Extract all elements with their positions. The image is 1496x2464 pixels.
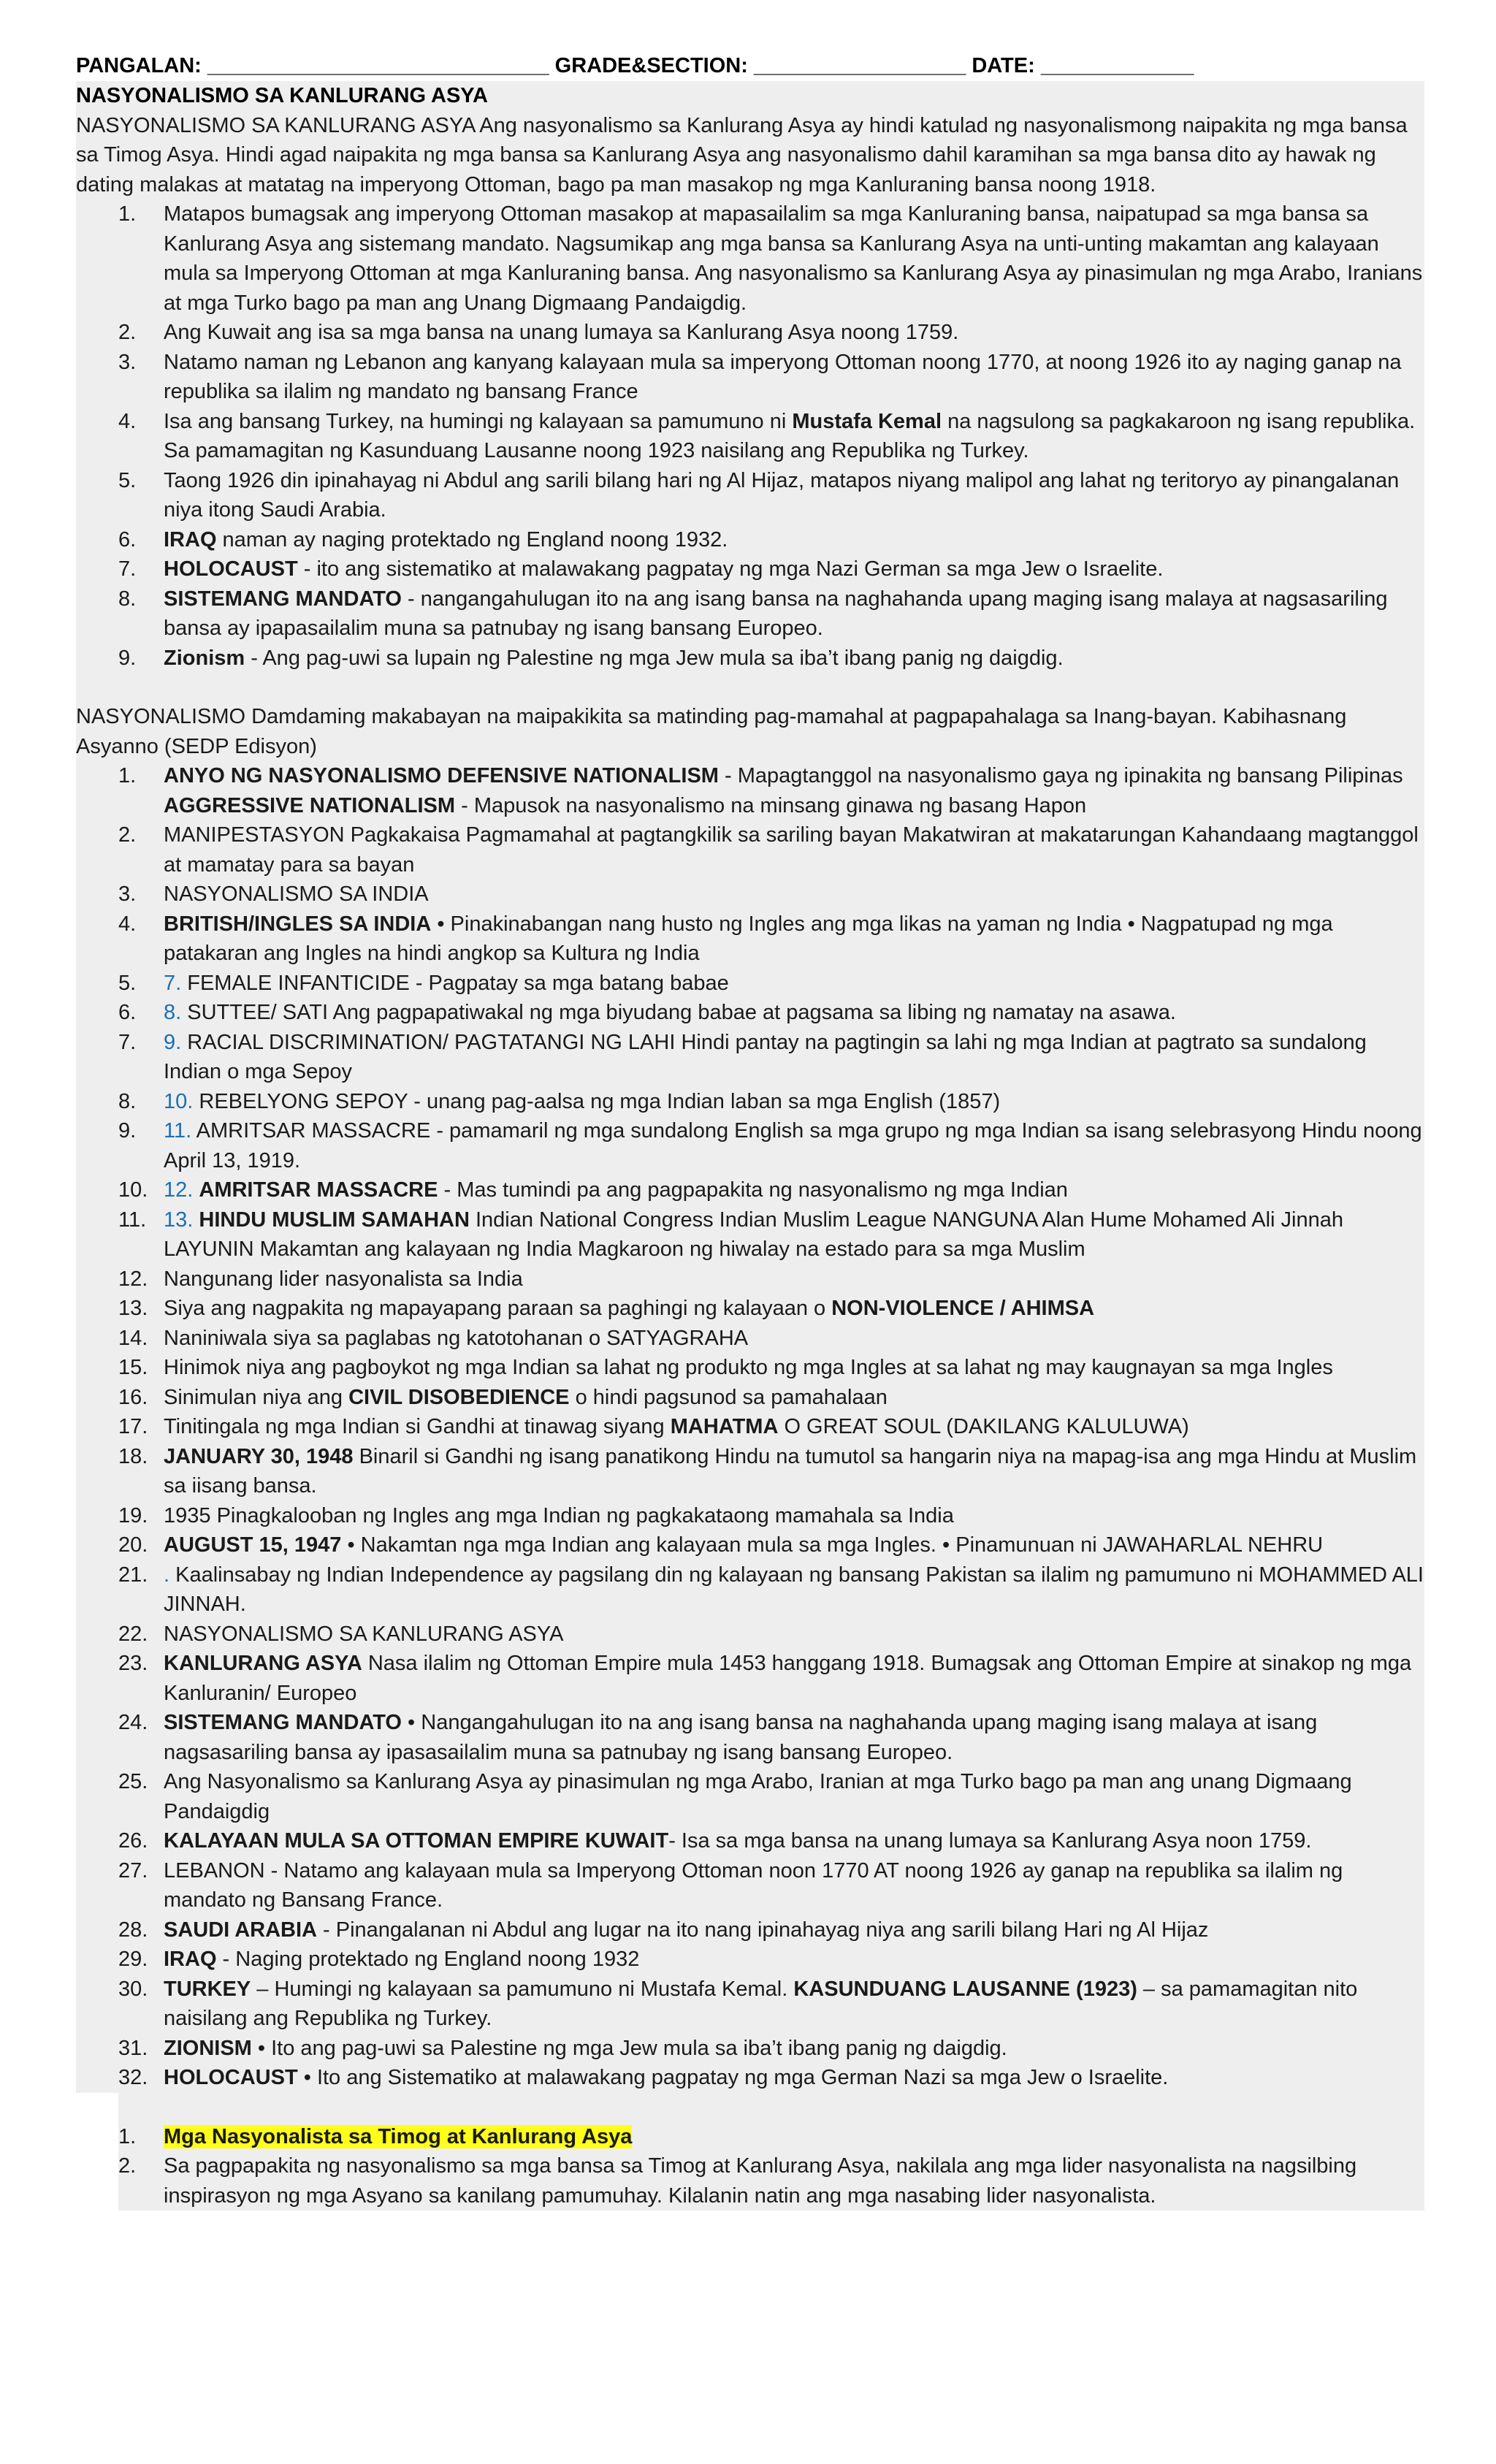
item-keyword: AGGRESSIVE NATIONALISM [164, 793, 456, 817]
item-text [164, 1767, 1424, 1826]
item-text-part: Binaril si Gandhi ng isang panatikong Hindu na tumutol sa hangarin niya na mapag-isa ang mga Hindu at Muslim sa iisang bansa. [164, 1444, 1417, 1498]
item-text-part: – sa pamamagitan nito naisilang ang Republika ng Turkey. [164, 1977, 1358, 2030]
list-item [118, 1530, 1424, 1560]
item-text [164, 1915, 1424, 1945]
item-number: 32. [118, 2066, 148, 2089]
list-item [118, 820, 1424, 880]
document-content [76, 51, 1424, 2211]
list-item [118, 466, 1424, 525]
original-number: 10. [164, 1089, 194, 1113]
list-item [118, 909, 1424, 969]
list-item [118, 1205, 1424, 1265]
item-number: 9. [118, 646, 137, 670]
item-keyword: KALAYAAN MULA SA OTTOMAN EMPIRE KUWAIT [164, 1829, 669, 1853]
item-text [164, 1442, 1424, 1501]
item-keyword: MAHATMA [670, 1415, 779, 1438]
item-text-part: SUTTEE/ SATI Ang pagpapatiwakal ng mga biyudang babae at pagsama sa libing ng namatay na asawa. [181, 1001, 1176, 1024]
original-number: 12. [164, 1178, 194, 1202]
item-text [164, 998, 1424, 1028]
item-text-part: AMRITSAR MASSACRE - pamamaril ng mga sundalong English sa mga grupo ng mga Indian sa isang selebrasyong Hindu noong April 13, 1919. [164, 1119, 1422, 1172]
original-number: 9. [164, 1030, 182, 1054]
item-text-part: Isa ang bansang Turkey, na humingi ng kalayaan sa pamumuno ni [164, 409, 793, 433]
list-item [118, 644, 1424, 674]
item-keyword: ANYO NG NASYONALISMO DEFENSIVE NATIONALISM [164, 764, 719, 787]
item-number: 28. [118, 1918, 148, 1942]
item-text [164, 820, 1424, 880]
nasyonalismo-definition: NASYONALISMO Damdaming makabayan na maipakikita sa matinding pag-mamahal at pagpapahalaga sa Inang-bayan. Kabihasnang Asyanno (SEDP Edisyon) [76, 705, 1347, 758]
leaders-list [118, 2122, 1424, 2211]
list-item [118, 1087, 1424, 1117]
list-item [118, 880, 1424, 909]
original-number: 7. [164, 971, 182, 995]
item-text [164, 1975, 1424, 2034]
item-text-part: - Naging protektado ng England noong 1932 [216, 1948, 640, 1971]
item-text-part: – Humingi ng kalayaan sa pamumuno ni Mustafa Kemal. [251, 1977, 794, 2001]
item-number: 15. [118, 1356, 148, 1379]
list-item [118, 1826, 1424, 1856]
item-text-part: Ang Nasyonalismo sa Kanlurang Asya ay pinasimulan ng mga Arabo, Iranian at mga Turko bago pa man ang unang Digmaang Pandaigdig [164, 1770, 1352, 1823]
item-text-part: Siya ang nagpakita ng mapayapang paraan sa paghingi ng kalayaan o [164, 1297, 832, 1320]
item-text [164, 466, 1424, 525]
list-item [118, 1265, 1424, 1294]
item-number: 31. [118, 2036, 148, 2060]
list-item [118, 199, 1424, 318]
list-item [118, 554, 1424, 584]
item-text [164, 1324, 1424, 1354]
item-keyword: Zionism [164, 646, 245, 670]
item-text-part: • Pinakinabangan nang husto ng Ingles ang mga likas na yaman ng India • Nagpatupad ng mga patakaran ang Ingles na hindi angkop sa Kultura ng India [164, 912, 1333, 965]
item-number: 10. [118, 1178, 148, 1202]
item-text [164, 348, 1424, 407]
item-number: 29. [118, 1948, 148, 1971]
original-number: 8. [164, 1001, 182, 1024]
item-text-part: - Mas tumindi pa ang pagpapakita ng nasyonalismo ng mga Indian [438, 1178, 1068, 1202]
item-text-part: Nasa ilalim ng Ottoman Empire mula 1453 hanggang 1918. Bumagsak ang Ottoman Empire at sinakop ng mga Kanluranin/ Europeo [164, 1652, 1412, 1705]
item-keyword: HINDU MUSLIM SAMAHAN [199, 1208, 470, 1232]
item-text-part: - Mapusok na nasyonalismo na minsang ginawa ng basang Hapon [455, 793, 1087, 817]
item-text [164, 318, 1424, 348]
item-number: 14. [118, 1326, 148, 1350]
item-number: 3. [118, 350, 137, 374]
item-text-part: Ang Kuwait ang isa sa mga bansa na unang lumaya sa Kanlurang Asya noong 1759. [164, 321, 959, 344]
item-keyword: JANUARY 30, 1948 [164, 1444, 354, 1468]
item-number: 7. [118, 1030, 137, 1054]
item-text-part: na nagsulong sa pagkakaroon ng isang republika. Sa pamamagitan ng Kasunduang Lausanne noong 1923 naisilang ang Republika ng Turkey. [164, 409, 1416, 462]
list-item [118, 1028, 1424, 1087]
item-keyword: BRITISH/INGLES SA INDIA [164, 912, 432, 936]
item-text-part: 1935 Pinagkalooban ng Ingles ang mga Indian ng pagkakataong mamahala sa India [164, 1503, 954, 1527]
item-text-part: • Nangangahulugan ito na ang isang bansa na naghahanda upang maging isang malaya at isang nagsasariling bansa ay ipasasailalim muna sa patnubay ng isang bansang Europeo. [164, 1711, 1318, 1764]
item-text [164, 1826, 1424, 1856]
item-number: 25. [118, 1770, 148, 1793]
list-item [118, 1915, 1424, 1945]
list-item [118, 1501, 1424, 1531]
list-item [118, 1975, 1424, 2034]
list-item [118, 1649, 1424, 1708]
list-item [118, 407, 1424, 466]
item-number: 2. [118, 2154, 137, 2178]
item-number: 24. [118, 1711, 148, 1734]
item-number: 9. [118, 1119, 137, 1143]
item-text-part: O GREAT SOUL (DAKILANG KALULUWA) [778, 1415, 1189, 1438]
list-item [118, 318, 1424, 348]
list-item [118, 1945, 1424, 1975]
blank-line [118, 2093, 1424, 2122]
item-text [164, 1087, 1424, 1117]
item-number: 5. [118, 971, 137, 995]
item-keyword: NON-VIOLENCE / AHIMSA [831, 1297, 1095, 1320]
item-text [164, 969, 1424, 999]
item-keyword: AUGUST 15, 1947 [164, 1533, 342, 1557]
item-text-part: NASYONALISMO SA INDIA [164, 882, 429, 906]
item-number: 30. [118, 1977, 148, 2001]
item-text-part: - Ang pag-uwi sa lupain ng Palestine ng mga Jew mula sa iba’t ibang panig ng daigdig. [245, 646, 1064, 670]
item-text-part: - Pinangalanan ni Abdul ang lugar na ito nang ipinahayag niya ang sarili bilang Hari ng Al Hijaz [316, 1918, 1209, 1942]
list-item [118, 1767, 1424, 1826]
list-item [118, 525, 1424, 555]
list-item [118, 969, 1424, 999]
item-text [164, 2151, 1424, 2211]
nasyonalismo-list [76, 761, 1424, 2093]
item-number: 1. [118, 202, 137, 226]
item-number: 1. [118, 764, 137, 787]
original-number: 11. [164, 1119, 192, 1143]
item-text-part: MANIPESTASYON Pagkakaisa Pagmamahal at pagtangkilik sa sariling bayan Makatwiran at makatarungan Kahandaang magtanggol at mamatay para sa bayan [164, 823, 1419, 877]
item-number: 8. [118, 1089, 137, 1113]
item-keyword: TURKEY [164, 1977, 251, 2001]
item-number: 23. [118, 1652, 148, 1675]
item-keyword: HOLOCAUST [164, 2066, 298, 2089]
item-text-part: • Ito ang Sistematiko at malawakang pagpatay ng mga German Nazi sa mga Jew o Israelite. [297, 2066, 1169, 2089]
item-number: 4. [118, 912, 137, 936]
list-item [118, 1442, 1424, 1501]
item-text-part: LEBANON - Natamo ang kalayaan mula sa Imperyong Ottoman noon 1770 AT noong 1926 ay ganap na republika sa ilalim ng mandato ng Bansang France. [164, 1858, 1343, 1912]
item-number: 7. [118, 557, 137, 581]
item-keyword: KASUNDUANG LAUSANNE (1923) [793, 1977, 1137, 2001]
original-number: 13. [164, 1208, 194, 1232]
item-text [164, 761, 1424, 820]
item-text [164, 2034, 1424, 2064]
item-text [164, 1294, 1424, 1324]
item-text [164, 1560, 1424, 1620]
item-text-part: REBELYONG SEPOY - unang pag-aalsa ng mga Indian laban sa mga English (1857) [193, 1089, 1001, 1113]
item-text-part: • Ito ang pag-uwi sa Palestine ng mga Jew mula sa iba’t ibang panig ng daigdig. [251, 2036, 1007, 2060]
item-number: 18. [118, 1444, 148, 1468]
list-item [118, 1560, 1424, 1620]
student-info-line: PANGALAN: _____________________________ GRADE&SECTION: __________________ DATE: _____________ [76, 54, 1194, 77]
item-text [164, 2122, 632, 2152]
list-item [118, 1620, 1424, 1649]
item-text [164, 525, 1424, 555]
item-text-part: Sa pagpapakita ng nasyonalismo sa mga bansa sa Timog at Kanlurang Asya, nakilala ang mga lider nasyonalista na nagsilbing inspirasyon ng mga Asyano sa kanilang pamumuhay. Kilalanin natin ang mga nasabing lider nasyonalista. [164, 2154, 1357, 2208]
item-text-part: Hinimok niya ang pagboykot ng mga Indian sa lahat ng produkto ng mga Ingles at sa lahat ng may kaugnayan sa mga Ingles [164, 1356, 1333, 1379]
item-text-part: Taong 1926 din ipinahayag ni Abdul ang sarili bilang hari ng Al Hijaz, matapos niyang malipol ang lahat ng teritoryo ay pinangalanan niya itong Saudi Arabia. [164, 468, 1400, 522]
section-kanlurang-asya [76, 81, 1424, 2093]
item-text [164, 644, 1424, 674]
item-text [164, 1353, 1424, 1383]
item-text-part: • Nakamtan nga mga Indian ang kalayaan mula sa mga Ingles. • Pinamunuan ni JAWAHARLAL NEHRU [341, 1533, 1324, 1557]
list-item [118, 584, 1424, 644]
list-item [118, 1324, 1424, 1354]
original-number: . [164, 1563, 170, 1587]
facts-list [76, 199, 1424, 673]
item-text-part: - Isa sa mga bansa na unang lumaya sa Kanlurang Asya noon 1759. [668, 1829, 1312, 1853]
item-text [164, 2063, 1424, 2093]
intro-paragraph: NASYONALISMO SA KANLURANG ASYA Ang nasyonalismo sa Kanlurang Asya ay hindi katulad ng nasyonalismong naipakita ng mga bansa sa Timog Asya. Hindi agad naipakita ng mga bansa sa Kanlurang Asya ang nasyonalismo dahil karamihan sa mga bansa dito ay hawak ng dating malakas at matatag na imperyong Ottoman, bago pa man masakop ng mga Kanluraning bansa noong 1918. [76, 113, 1408, 197]
item-text-part: - nangangahulugan ito na ang isang bansa na naghahanda upang maging isang malaya at nagsasariling bansa ay ipapasailalim muna sa patnubay ng isang bansang Europeo. [164, 587, 1388, 640]
item-text [164, 1175, 1424, 1205]
item-text [164, 1856, 1424, 1915]
item-text [164, 1708, 1424, 1767]
item-number: 12. [118, 1267, 148, 1291]
list-item [118, 1353, 1424, 1383]
item-text-part: o hindi pagsunod sa pamahalaan [569, 1385, 888, 1409]
list-item [118, 1412, 1424, 1442]
item-text [164, 909, 1424, 969]
leaders-section [118, 2122, 1424, 2211]
item-number: 26. [118, 1829, 148, 1853]
item-text [164, 1116, 1424, 1175]
item-number: 21. [118, 1563, 148, 1587]
item-keyword: HOLOCAUST [164, 557, 298, 581]
list-item [118, 2151, 1424, 2211]
item-number: 8. [118, 587, 137, 611]
item-text [164, 1649, 1424, 1708]
item-text [164, 1620, 1424, 1649]
item-number: 6. [118, 1001, 137, 1024]
list-item [118, 1708, 1424, 1767]
list-item [118, 2122, 1424, 2152]
list-item [118, 2063, 1424, 2093]
item-keyword: CIVIL DISOBEDIENCE [348, 1385, 570, 1409]
highlighted-heading: Mga Nasyonalista sa Timog at Kanlurang Asya [164, 2124, 633, 2148]
item-text [164, 880, 1424, 909]
item-text [164, 1412, 1424, 1442]
item-text [164, 1265, 1424, 1294]
item-text-part: - ito ang sistematiko at malawakang pagpatay ng mga Nazi German sa mga Jew o Israelite. [297, 557, 1164, 581]
item-keyword: IRAQ [164, 527, 217, 552]
list-item [118, 1294, 1424, 1324]
item-text-part: Indian National Congress Indian Muslim League NANGUNA Alan Hume Mohamed Ali Jinnah LAYUNIN Makamtan ang kalayaan ng India Magkaroon ng hiwalay na estado para sa mga Muslim [164, 1208, 1344, 1261]
item-text-part: naman ay naging protektado ng England noong 1932. [216, 527, 728, 552]
item-text [164, 1028, 1424, 1087]
list-item [118, 1383, 1424, 1413]
item-text [164, 407, 1424, 466]
item-number: 11. [118, 1208, 147, 1232]
item-number: 13. [118, 1297, 148, 1320]
item-number: 27. [118, 1858, 148, 1883]
list-item [118, 2034, 1424, 2064]
item-text [164, 1530, 1424, 1560]
item-number: 3. [118, 882, 137, 906]
item-text-part: - Mapagtanggol na nasyonalismo gaya ng ipinakita ng bansang Pilipinas [718, 764, 1403, 787]
list-item [118, 1175, 1424, 1205]
item-number: 2. [118, 823, 137, 847]
item-number: 5. [118, 468, 137, 492]
item-text [164, 1205, 1424, 1265]
item-keyword: SAUDI ARABIA [164, 1918, 317, 1942]
section-title: NASYONALISMO SA KANLURANG ASYA [76, 84, 488, 107]
item-number: 6. [118, 527, 137, 552]
item-number: 17. [118, 1415, 148, 1438]
item-number: 4. [118, 409, 137, 433]
list-item [118, 998, 1424, 1028]
item-text [164, 1501, 1424, 1531]
item-text-part: Tinitingala ng mga Indian si Gandhi at tinawag siyang [164, 1415, 671, 1438]
item-text [164, 1945, 1424, 1975]
item-number: 1. [118, 2124, 137, 2148]
item-text-part: Sinimulan niya ang [164, 1385, 349, 1409]
item-number: 19. [118, 1503, 148, 1527]
blank-line [76, 673, 1424, 702]
item-keyword: Mustafa Kemal [792, 409, 942, 433]
item-keyword: AMRITSAR MASSACRE [199, 1178, 438, 1202]
item-number: 16. [118, 1385, 148, 1409]
list-item [118, 1116, 1424, 1175]
item-text-part: FEMALE INFANTICIDE - Pagpatay sa mga batang babae [181, 971, 729, 995]
item-text-part: Nangunang lider nasyonalista sa India [164, 1267, 523, 1291]
item-text-part: Matapos bumagsak ang imperyong Ottoman masakop at mapasailalim sa mga Kanluraning bansa, naipatupad sa mga bansa sa Kanlurang Asya ang sistemang mandato. Nagsumikap ang mga bansa sa Kanlurang Asya na unti-unting makamtan ang kalayaan mula sa Imperyong Ottoman at mga Kanluraning bansa. Ang nasyonalismo sa Kanlurang Asya ay pinasimulan ng mga Arabo, Iranians at mga Turko bago pa man ang Unang Digmaang Pandaigdig. [164, 202, 1423, 315]
item-text-part: NASYONALISMO SA KANLURANG ASYA [164, 1622, 564, 1646]
item-keyword: ZIONISM [164, 2036, 252, 2060]
list-item [118, 761, 1424, 820]
item-keyword: KANLURANG ASYA [164, 1652, 362, 1675]
item-text [164, 584, 1424, 644]
item-keyword: SISTEMANG MANDATO [164, 587, 402, 611]
item-text-part: Kaalinsabay ng Indian Independence ay pagsilang din ng kalayaan ng bansang Pakistan sa ilalim ng pamumuno ni MOHAMMED ALI JINNAH. [164, 1563, 1424, 1616]
item-text [164, 1383, 1424, 1413]
item-keyword: SISTEMANG MANDATO [164, 1711, 402, 1734]
item-number: 2. [118, 321, 137, 344]
item-text-part: Naniniwala siya sa paglabas ng katotohanan o SATYAGRAHA [164, 1326, 749, 1350]
item-number: 22. [118, 1622, 148, 1646]
item-text [164, 554, 1424, 584]
item-text-part: RACIAL DISCRIMINATION/ PAGTATANGI NG LAHI Hindi pantay na pagtingin sa lahi ng mga Indian at pagtrato sa sundalong Indian o mga Sepoy [164, 1030, 1367, 1083]
item-number: 20. [118, 1533, 148, 1557]
item-keyword: IRAQ [164, 1948, 217, 1971]
item-text-part: Natamo naman ng Lebanon ang kanyang kalayaan mula sa imperyong Ottoman noong 1770, at noong 1926 ito ay naging ganap na republika sa ilalim ng mandato ng bansang France [164, 350, 1402, 403]
list-item [118, 348, 1424, 407]
list-item [118, 1856, 1424, 1915]
item-text [164, 199, 1424, 318]
